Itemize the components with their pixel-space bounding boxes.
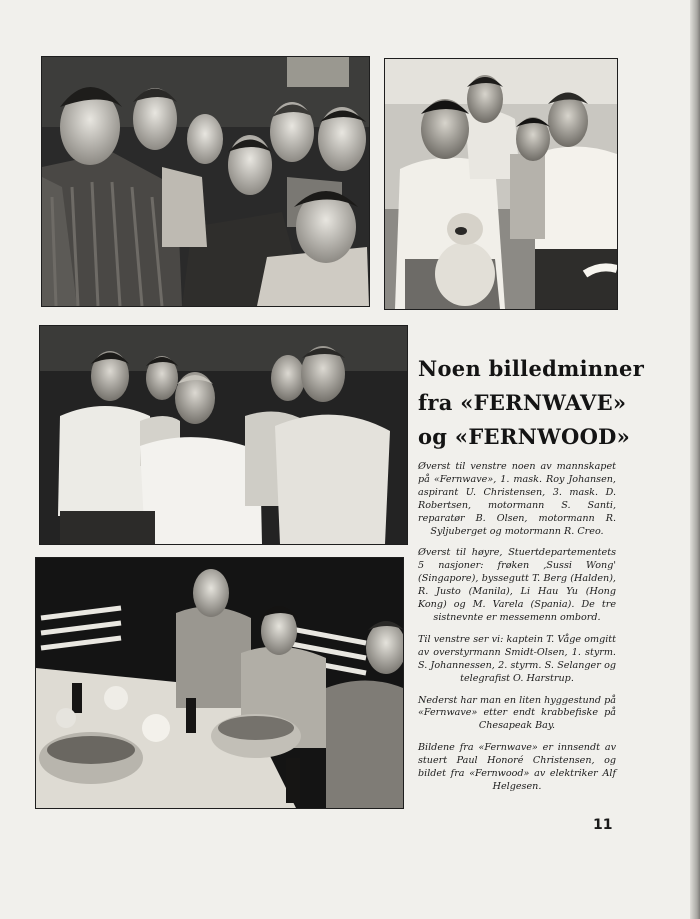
caption-top-right: Øverst til høyre, Stuertdepartementets 5 nasjoner: frøken ‚Sussi Wong' (Singapore), byssegutt T. Berg (Halden), R. Justo (Manila), Li Hau Yu (Hong Kong) og M. Varela (Spania). De tre sistnevnte er messemenn ombord. xyxy=(418,547,616,623)
photo-captain-officers xyxy=(39,325,408,545)
book-spine-shadow xyxy=(690,0,700,919)
article-title xyxy=(418,352,645,454)
title-line-3: og «FERNWOOD» xyxy=(418,424,631,449)
caption-bottom: Nederst har man en liten hyggestund på «Fernwave» etter endt krabbefiske på Chesapeak Bay. xyxy=(418,694,616,732)
title-line-2: fra «FERNWAVE» xyxy=(418,390,627,415)
caption-credits: Bildene fra «Fernwave» er innsendt av stuert Paul Honoré Christensen, og bildet fra «Fernwood» av elektriker Alf Helgesen. xyxy=(418,742,616,792)
photo-steward-department xyxy=(384,58,618,310)
caption-top-left: Øverst til venstre noen av mannskapet på «Fernwave», 1. mask. Roy Johansen, aspirant U. Christensen, 3. mask. D. Robertsen, motormann S. Santi, reparatør B. Olsen, motormann R. Syljuberget og motormann R. Creo. xyxy=(418,461,616,537)
photo-captions xyxy=(418,461,616,803)
title-line-1: Noen billedminner xyxy=(418,356,645,381)
photo-crew-group xyxy=(41,56,370,307)
photo-crab-party xyxy=(35,557,404,809)
caption-middle: Til venstre ser vi: kaptein T. Våge omgitt av overstyrmann Smidt-Olsen, 1. styrm. S. Johannessen, 2. styrm. S. Selanger og telegrafist O. Harstrup. xyxy=(418,633,616,684)
page-number: 11 xyxy=(593,817,613,833)
